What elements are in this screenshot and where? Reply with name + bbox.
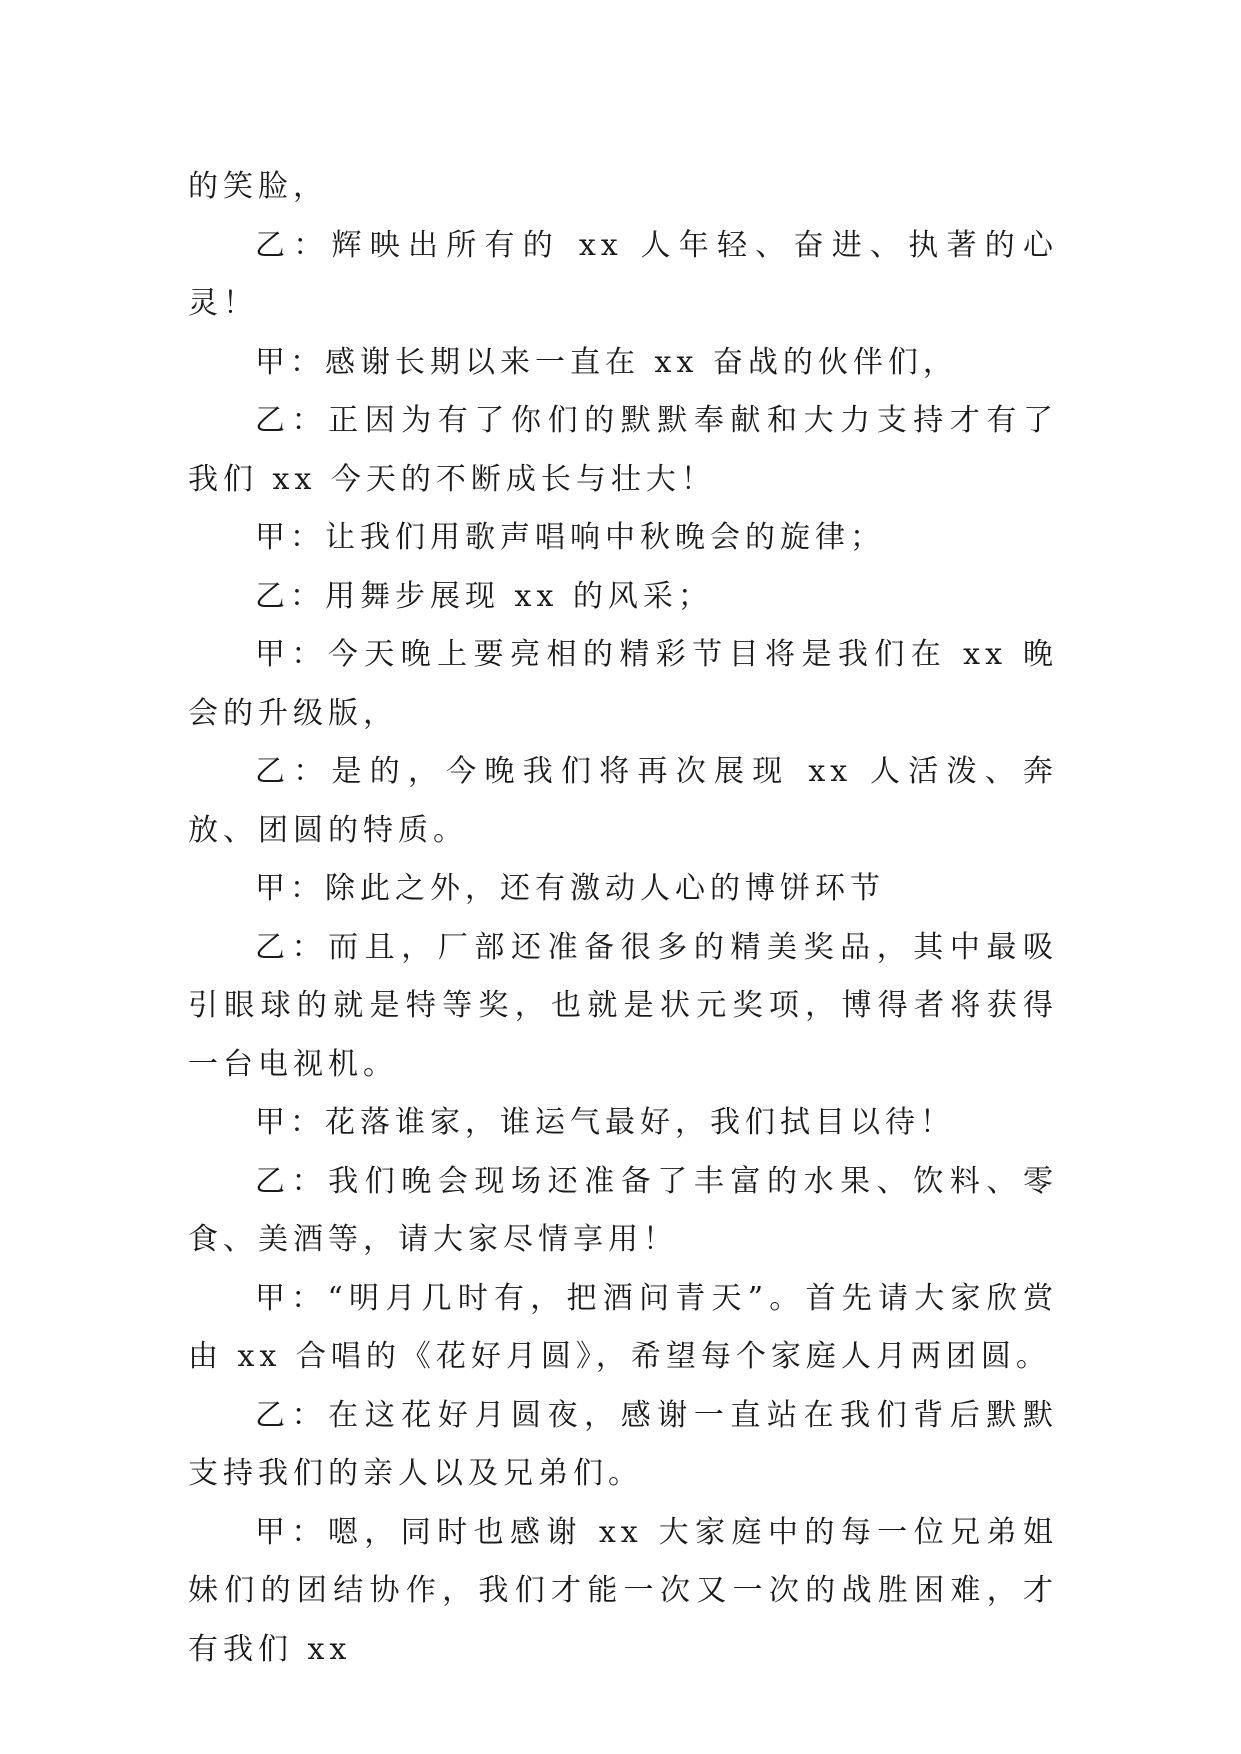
paragraph-11: 甲：花落谁家，谁运气最好，我们拭目以待！ bbox=[255, 1105, 955, 1140]
paragraph-3: 甲：感谢长期以来一直在 xx 奋战的伙伴们， bbox=[255, 344, 958, 380]
paragraph-14: 乙：在这花好月圆夜，感谢一直站在我们背后默默支持我们的亲人以及兄弟们。 bbox=[188, 1397, 1058, 1491]
paragraph-4: 乙：正因为有了你们的默默奉献和大力支持才有了我们 xx 今天的不断成长与壮大！ bbox=[188, 403, 1058, 497]
document-body bbox=[188, 158, 1058, 1679]
paragraph-2: 乙：辉映出所有的 xx 人年轻、奋进、执著的心灵！ bbox=[188, 227, 1058, 321]
paragraph-10: 乙：而且，厂部还准备很多的精美奖品，其中最吸引眼球的就是特等奖，也就是状元奖项，博得者将获得一台电视机。 bbox=[188, 929, 1058, 1082]
paragraph-5: 甲：让我们用歌声唱响中秋晚会的旋律； bbox=[255, 520, 885, 555]
paragraph-6: 乙：用舞步展现 xx 的风采； bbox=[255, 578, 713, 614]
paragraph-13: 甲：“明月几时有，把酒问青天”。首先请大家欣赏由 xx 合唱的《花好月圆》，希望每个家庭人月两团圆。 bbox=[188, 1280, 1058, 1374]
paragraph-12: 乙：我们晚会现场还准备了丰富的水果、饮料、零食、美酒等，请大家尽情享用！ bbox=[188, 1163, 1058, 1257]
paragraph-1: 的笑脸， bbox=[188, 169, 328, 204]
paragraph-9: 甲：除此之外，还有激动人心的博饼环节 bbox=[255, 871, 885, 906]
paragraph-7: 甲：今天晚上要亮相的精彩节目将是我们在 xx 晚会的升级版， bbox=[188, 637, 1058, 731]
paragraph-15: 甲：嗯，同时也感谢 xx 大家庭中的每一位兄弟姐妹们的团结协作，我们才能一次又一次的战胜困难，才有我们 xx bbox=[188, 1514, 1058, 1667]
paragraph-8: 乙：是的，今晚我们将再次展现 xx 人活泼、奔放、团圆的特质。 bbox=[188, 754, 1058, 848]
